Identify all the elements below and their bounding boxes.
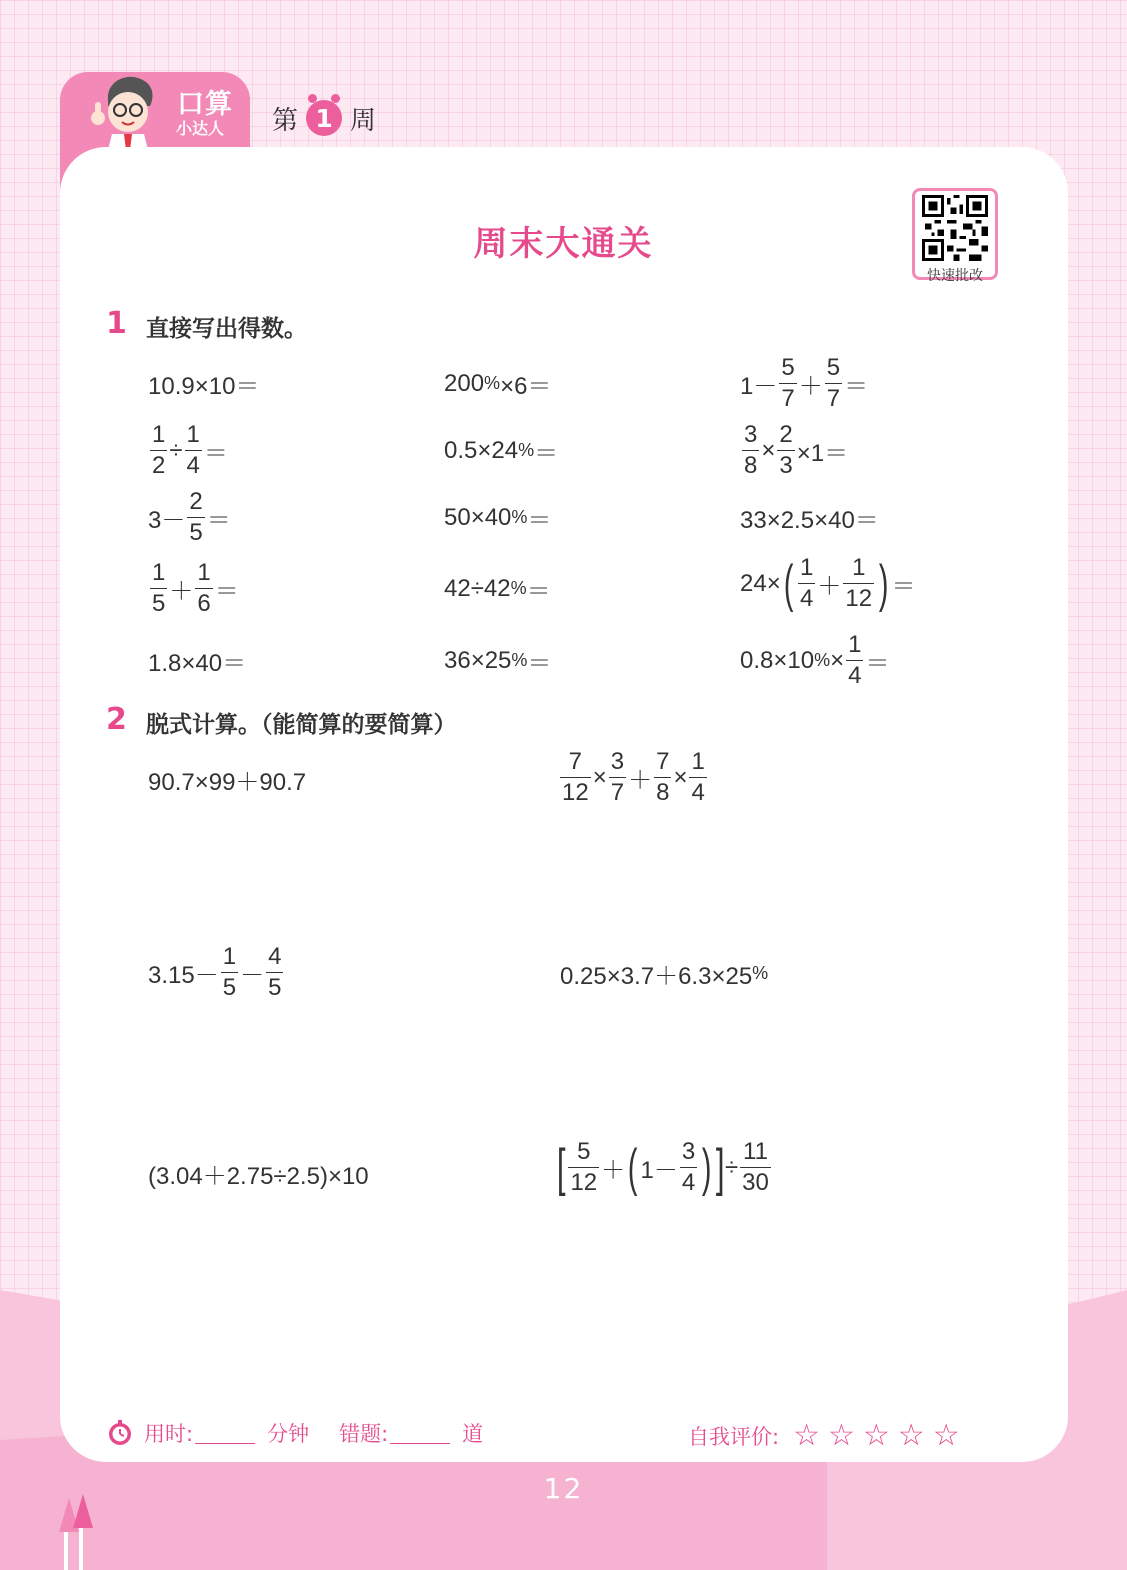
logo-title: 口算: [177, 89, 233, 120]
star-icon[interactable]: ☆: [827, 1418, 855, 1453]
section-2-number: 2: [106, 702, 127, 737]
footer-self-evaluation: [688, 1418, 960, 1453]
errors-unit: 道: [462, 1422, 484, 1446]
problem-2-4: 0.25×3.7＋6.3×25 %: [560, 963, 769, 990]
star-icon[interactable]: ☆: [897, 1418, 925, 1453]
section-1-number: 1: [106, 306, 127, 341]
rating-stars: [793, 1418, 960, 1453]
qr-code-label: 快速批改: [927, 268, 983, 284]
problem-2-3: 3.15－ $\frac{1}{5}$ － $\frac{4}{5}$: [148, 943, 282, 1001]
week-prefix: 第: [272, 105, 299, 136]
time-unit: 分钟: [267, 1422, 310, 1446]
page-title: 周末大通关: [473, 224, 654, 264]
stopwatch-icon: [106, 1419, 134, 1447]
week-suffix: 周: [350, 105, 377, 136]
problem-1-1: 10.9×10＝: [148, 373, 260, 400]
star-icon[interactable]: ☆: [932, 1418, 960, 1453]
problem-1-10: $\frac{1}{5}$ ＋ $\frac{1}{6}$ ＝: [152, 559, 239, 617]
mascot-boy-icon: [78, 72, 168, 150]
problem-1-4: $\frac{1}{2}$ ÷ $\frac{1}{4}$ ＝: [152, 421, 228, 479]
star-icon[interactable]: ☆: [793, 1418, 820, 1453]
problem-1-5: 0.5×24 % ＝: [444, 436, 559, 467]
time-input[interactable]: [195, 1422, 255, 1444]
self-eval-label: 自我评价:: [688, 1424, 780, 1449]
problem-2-6: [ $\frac{5}{12}$ ＋ ( 1－ $\frac{3}{4}$ ) ] ÷ $\frac{11}{30}$: [556, 1138, 769, 1197]
problem-1-14: 36×25 % ＝: [444, 646, 552, 677]
section-2-instruction: 脱式计算。（能简算的要简算）: [146, 712, 457, 738]
qr-code-icon[interactable]: [920, 195, 990, 261]
problem-1-12: 24× ( $\frac{1}{4}$ ＋ $\frac{1}{12}$ ) ＝: [740, 554, 916, 613]
week-number-badge: 1: [306, 100, 342, 136]
problem-1-15: 0.8×10 % × $\frac{1}{4}$ ＝: [740, 631, 890, 689]
week-indicator: [272, 98, 376, 138]
problem-1-2: 200 % ×6＝: [444, 369, 552, 400]
page-number: 12: [543, 1472, 584, 1505]
time-label: 用时:: [144, 1422, 194, 1446]
errors-label: 错题:: [339, 1422, 389, 1446]
logo-subtitle: 小达人: [175, 119, 224, 138]
problem-1-6: $\frac{3}{8}$ × $\frac{2}{3}$ ×1＝: [744, 421, 849, 479]
problem-2-1: 90.7×99＋90.7: [148, 769, 307, 796]
errors-input[interactable]: [390, 1422, 450, 1444]
problem-1-11: 42÷42 % ＝: [444, 574, 551, 605]
problem-2-2: $\frac{7}{12}$ × $\frac{3}{7}$ ＋ $\frac{7}{8}$ × $\frac{1}{4}$: [562, 748, 705, 806]
problem-1-7: 3－ $\frac{2}{5}$ ＝: [148, 488, 231, 546]
problem-1-13: 1.8×40＝: [148, 650, 247, 677]
problem-1-9: 33×2.5×40＝: [740, 507, 879, 534]
problem-2-5: (3.04＋2.75÷2.5)×10: [148, 1163, 369, 1190]
problem-1-3: 1－ $\frac{5}{7}$ ＋ $\frac{5}{7}$ ＝: [740, 354, 869, 412]
footer-time-errors: [106, 1418, 483, 1448]
star-icon[interactable]: ☆: [862, 1418, 890, 1453]
problem-1-8: 50×40 % ＝: [444, 503, 552, 534]
section-1-instruction: 直接写出得数。: [146, 316, 307, 342]
